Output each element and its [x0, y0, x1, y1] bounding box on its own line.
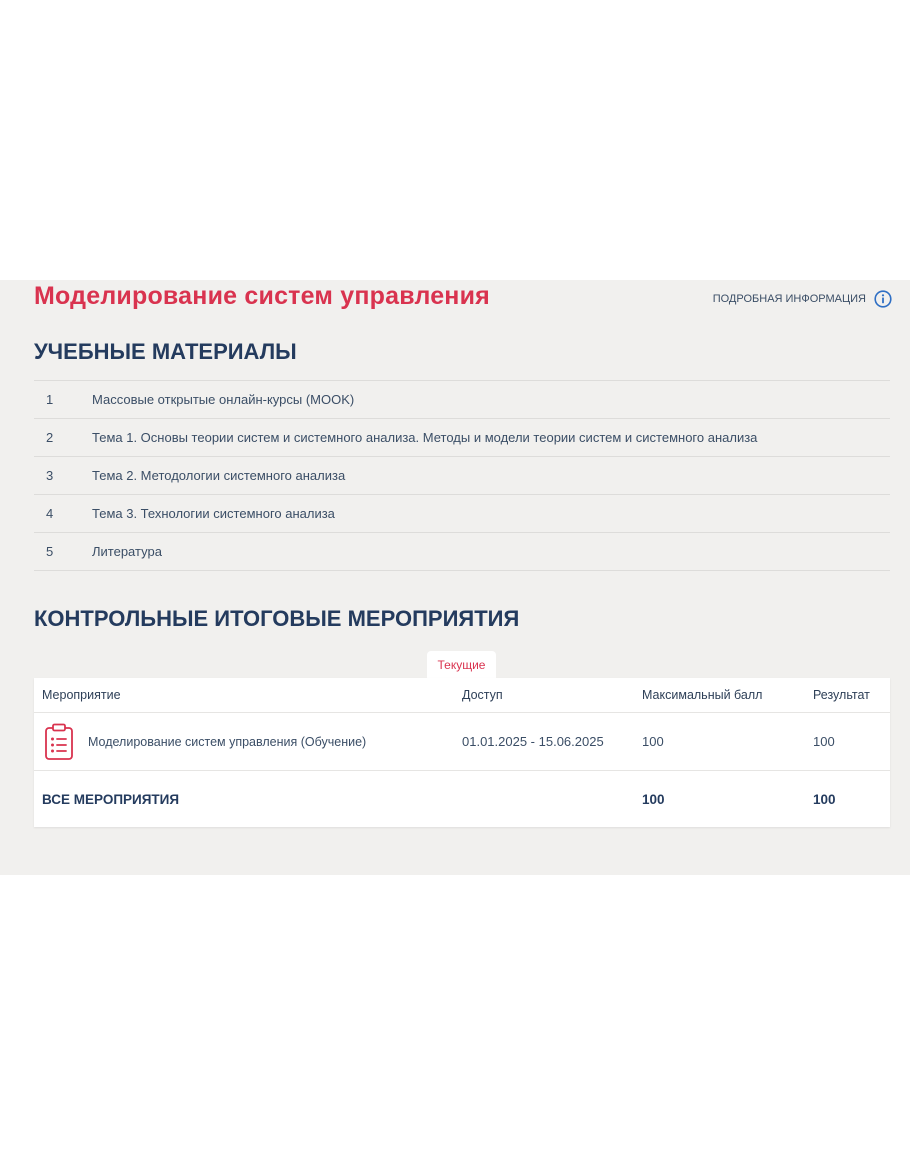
- column-header-result: Результат: [813, 688, 870, 702]
- material-link[interactable]: Тема 3. Технологии системного анализа: [92, 506, 335, 521]
- material-number: 4: [46, 506, 54, 521]
- column-header-access: Доступ: [462, 688, 503, 702]
- material-number: 1: [46, 392, 54, 407]
- total-label: ВСЕ МЕРОПРИЯТИЯ: [42, 791, 180, 807]
- material-link[interactable]: Тема 2. Методологии системного анализа: [92, 468, 346, 483]
- total-result: 100: [813, 791, 836, 807]
- materials-heading: УЧЕБНЫЕ МАТЕРИАЛЫ: [34, 339, 297, 364]
- material-number: 2: [46, 430, 54, 445]
- material-item[interactable]: [34, 419, 890, 457]
- material-link[interactable]: Литература: [92, 544, 162, 559]
- event-name: Моделирование систем управления (Обучение): [88, 734, 367, 749]
- table-header: [34, 678, 890, 713]
- material-item[interactable]: [34, 533, 890, 571]
- clipboard-list-icon: [42, 722, 76, 762]
- info-icon: [874, 290, 892, 308]
- event-result: 100: [813, 734, 835, 749]
- tab-current[interactable]: Текущие: [427, 651, 496, 679]
- materials-list: [34, 380, 890, 571]
- course-title: Моделирование систем управления: [34, 282, 490, 310]
- event-access: 01.01.2025 - 15.06.2025: [462, 734, 604, 749]
- total-max-score: 100: [642, 791, 665, 807]
- material-number: 3: [46, 468, 54, 483]
- details-link-label: ПОДРОБНАЯ ИНФОРМАЦИЯ: [712, 293, 866, 305]
- event-max-score: 100: [642, 734, 664, 749]
- material-link[interactable]: Тема 1. Основы теории систем и системного анализа. Методы и модели теории систем и системного анализа: [92, 430, 758, 445]
- material-item[interactable]: [34, 457, 890, 495]
- column-header-event: Мероприятие: [42, 688, 121, 702]
- column-header-max-score: Максимальный балл: [642, 688, 763, 702]
- material-number: 5: [46, 544, 54, 559]
- total-row: [34, 771, 890, 827]
- material-link[interactable]: Массовые открытые онлайн-курсы (MOOK): [92, 392, 355, 407]
- details-link[interactable]: [713, 290, 892, 308]
- event-link[interactable]: [42, 722, 366, 762]
- material-item[interactable]: [34, 381, 890, 419]
- material-item[interactable]: [34, 495, 890, 533]
- events-table: [34, 678, 890, 827]
- table-row: [34, 713, 890, 771]
- events-heading: КОНТРОЛЬНЫЕ ИТОГОВЫЕ МЕРОПРИЯТИЯ: [34, 606, 520, 631]
